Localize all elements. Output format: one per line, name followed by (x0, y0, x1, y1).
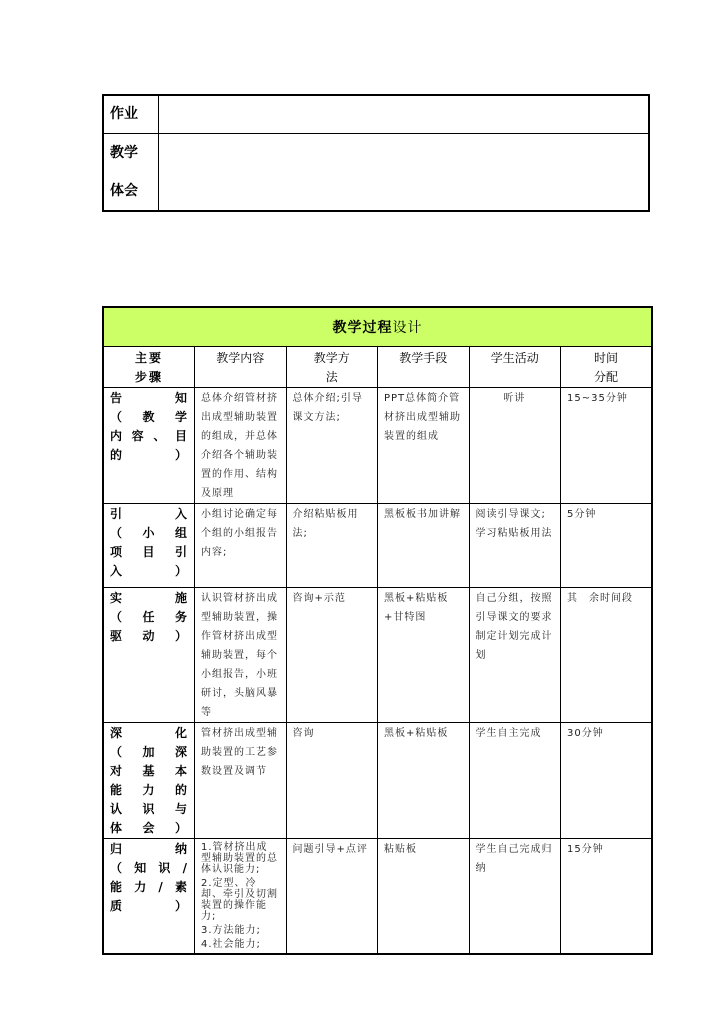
step-line: 驱动） (110, 629, 188, 643)
activity-cell: 自己分组，按照引导课文的要求制定计划完成计划 (469, 588, 561, 723)
step-line: 项目引 (110, 545, 188, 559)
header-method (286, 347, 378, 388)
step-line: 入） (110, 564, 188, 578)
activity-cell: 阅读引导课文;学习粘贴板用法 (469, 504, 561, 588)
teaching-process-table (102, 306, 653, 955)
header-line: 教学手段 (399, 351, 448, 365)
step-line: 体会） (110, 821, 188, 835)
reflection-content (159, 134, 650, 212)
header-line: 步骤 (134, 370, 163, 384)
content-cell (195, 839, 287, 955)
step-line: 实施 (110, 591, 188, 605)
step-line: 质） (110, 899, 188, 913)
homework-label-text: 作业 (110, 106, 138, 122)
time-cell: 15~35分钟 (561, 388, 653, 504)
content-cell: 小组讨论确定每个组的小组报告内容; (195, 504, 287, 588)
content-item: 1.管材挤出成型辅助装置的总体认识能力; (201, 842, 278, 875)
homework-reflection-table (102, 94, 650, 212)
content-item: 3.方法能力; (201, 925, 261, 936)
time-cell: 15分钟 (561, 839, 653, 955)
time-cell: 30分钟 (561, 723, 653, 839)
header-content (195, 347, 287, 388)
reflection-label-line: 体会 (110, 183, 138, 199)
step-line: 能力/素 (110, 880, 188, 894)
header-line: 主要 (134, 351, 163, 365)
homework-content (159, 95, 650, 134)
step-line: （加深 (110, 745, 188, 759)
means-cell: 黑板板书加讲解 (378, 504, 470, 588)
step-line: 的） (110, 448, 188, 462)
header-means (378, 347, 470, 388)
header-step (103, 347, 195, 388)
reflection-row (103, 134, 649, 212)
method-cell: 介绍粘贴板用法; (286, 504, 378, 588)
step-line: 内容、目 (110, 429, 188, 443)
activity-cell: 听讲 (469, 388, 561, 504)
step-cell (103, 388, 195, 504)
header-line: 学生活动 (490, 351, 539, 365)
header-row (103, 347, 652, 388)
step-cell (103, 839, 195, 955)
table-title-light: 设计 (392, 320, 423, 336)
method-cell: 咨询 (286, 723, 378, 839)
content-item: 4.社会能力; (201, 939, 261, 950)
content-item: 2.定型、冷却、牵引及切割装置的操作能力; (201, 878, 278, 922)
means-cell: 黑板+粘贴板+甘特图 (378, 588, 470, 723)
title-row (103, 307, 652, 347)
header-line: 法 (325, 370, 338, 384)
header-line: 教学内容 (216, 351, 265, 365)
header-time (561, 347, 653, 388)
step-cell (103, 723, 195, 839)
step-line: 对基本 (110, 764, 188, 778)
step-line: 归纳 (110, 842, 188, 856)
step-line: 引入 (110, 507, 188, 521)
time-cell: 5分钟 (561, 504, 653, 588)
reflection-label-line: 教学 (110, 145, 138, 161)
table-row (103, 388, 652, 504)
step-line: 能力的 (110, 783, 188, 797)
step-line: （教学 (110, 410, 188, 424)
header-line: 分配 (593, 370, 618, 384)
means-cell: 粘贴板 (378, 839, 470, 955)
homework-label (103, 95, 159, 134)
method-cell: 咨询+示范 (286, 588, 378, 723)
header-line: 时间 (593, 351, 618, 365)
table-title-bold: 教学过程 (332, 320, 393, 336)
step-cell (103, 504, 195, 588)
table-title (103, 307, 652, 347)
step-line: 深化 (110, 726, 188, 740)
means-cell: PPT总体简介管材挤出成型辅助装置的组成 (378, 388, 470, 504)
homework-row (103, 95, 649, 134)
table-row (103, 588, 652, 723)
activity-cell: 学生自主完成 (469, 723, 561, 839)
reflection-label (103, 134, 159, 212)
method-cell: 问题引导+点评 (286, 839, 378, 955)
means-cell: 黑板+粘贴板 (378, 723, 470, 839)
step-line: 告知 (110, 391, 188, 405)
step-line: （知识/ (110, 861, 188, 875)
header-line: 教学方 (313, 351, 350, 365)
table-row (103, 839, 652, 955)
content-cell: 管材挤出成型辅助装置的工艺参数设置及调节 (195, 723, 287, 839)
step-line: （小组 (110, 526, 188, 540)
table-row (103, 504, 652, 588)
step-line: 认识与 (110, 802, 188, 816)
header-activity (469, 347, 561, 388)
method-cell: 总体介绍;引导课文方法; (286, 388, 378, 504)
content-cell: 总体介绍管材挤出成型辅助装置的组成，并总体介绍各个辅助装置的作用、结构及原理 (195, 388, 287, 504)
time-cell: 其 余时间段 (561, 588, 653, 723)
content-cell: 认识管材挤出成型辅助装置，操作管材挤出成型辅助装置，每个小组报告，小班研讨，头脑风暴等 (195, 588, 287, 723)
activity-cell: 学生自己完成归纳 (469, 839, 561, 955)
step-line: （任务 (110, 610, 188, 624)
step-cell (103, 588, 195, 723)
table-row (103, 723, 652, 839)
